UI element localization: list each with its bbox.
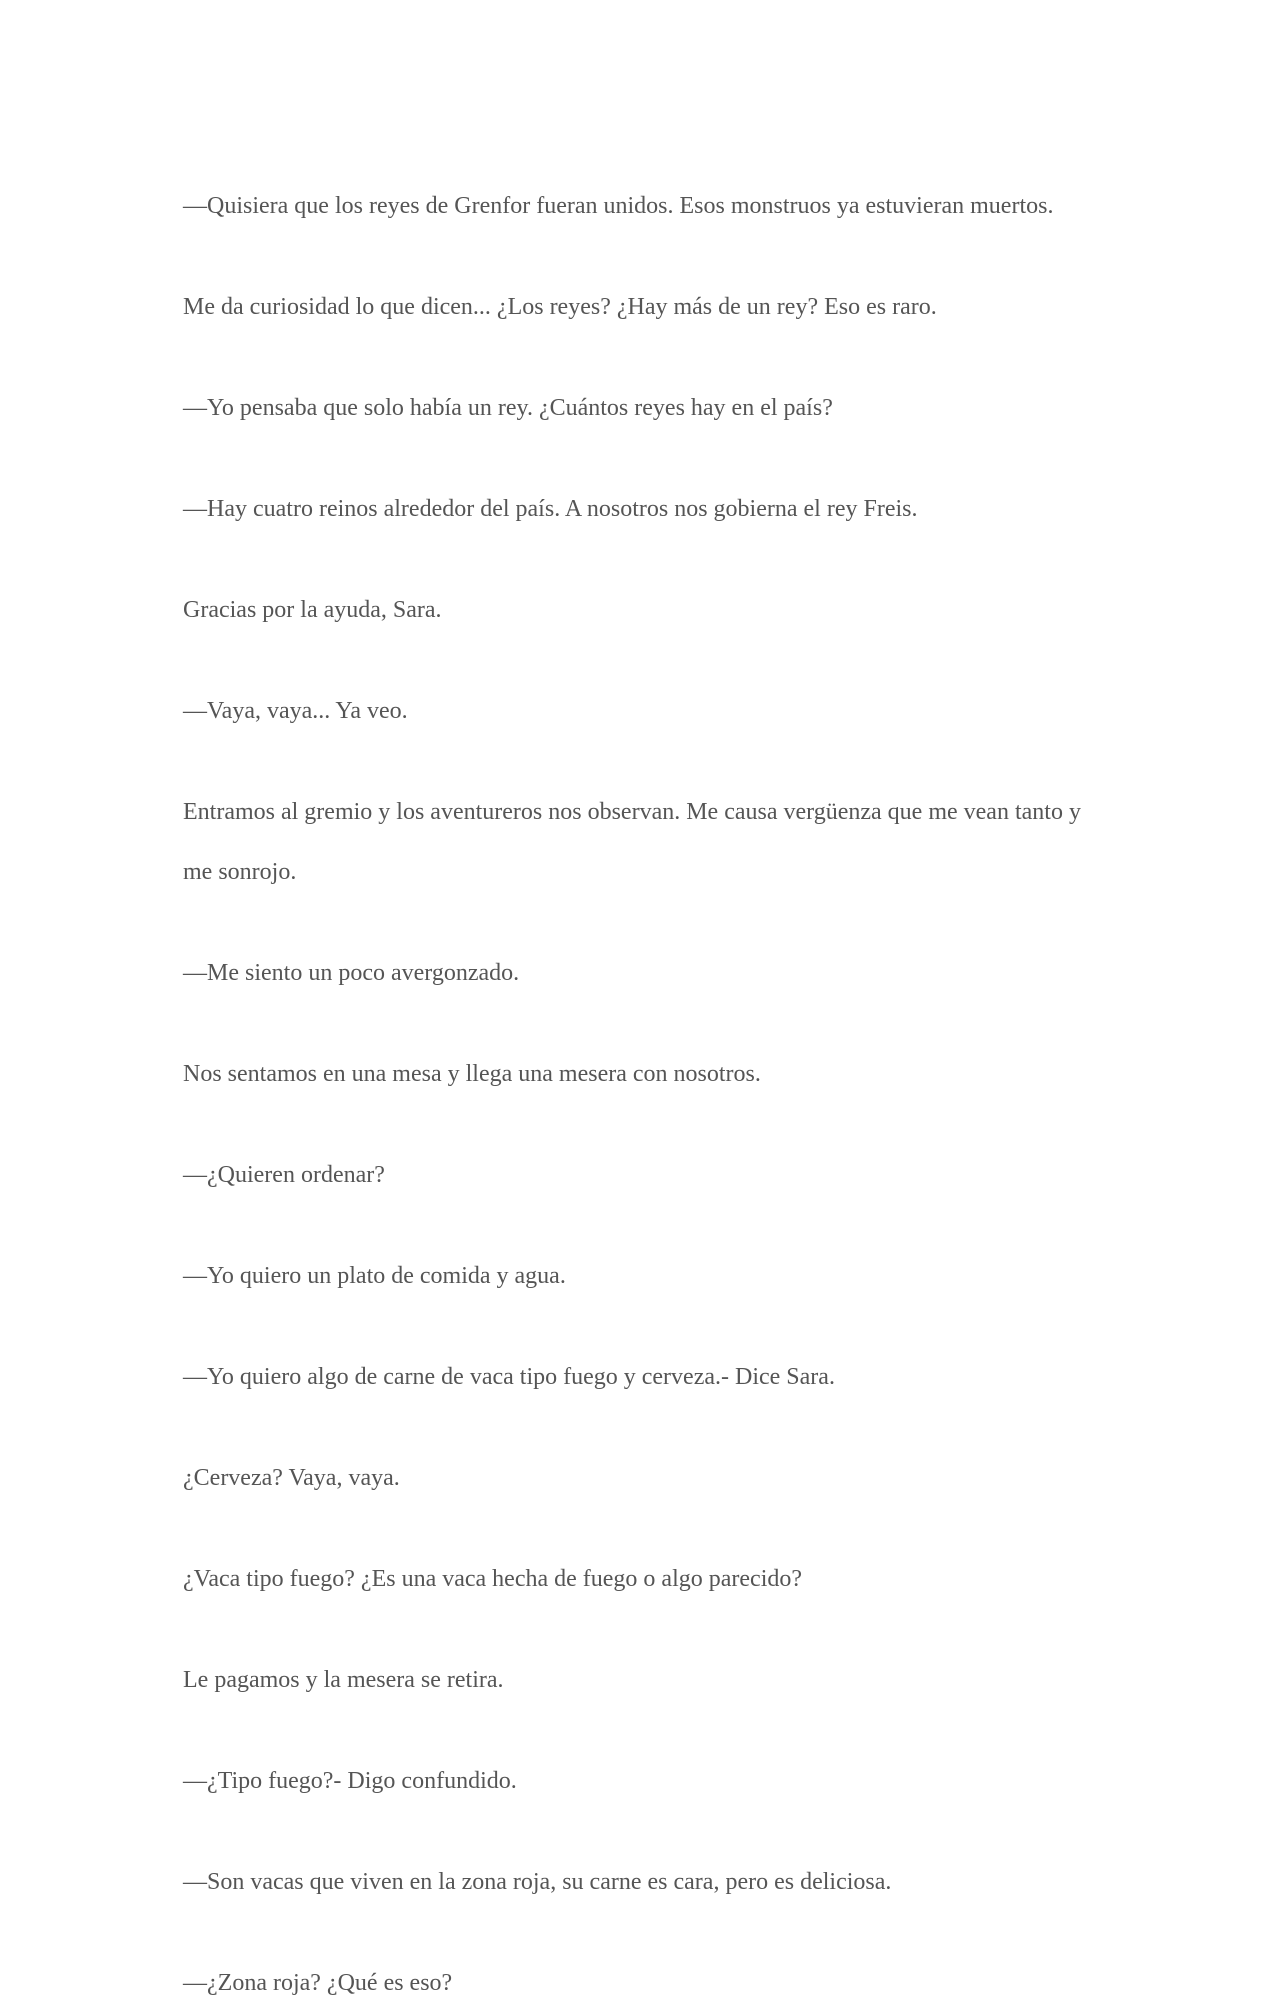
paragraph-17: —Son vacas que viven en la zona roja, su carne es cara, pero es deliciosa. [183,1869,892,1895]
paragraph-9: Nos sentamos en una mesa y llega una mesera con nosotros. [183,1061,761,1087]
paragraph-15: Le pagamos y la mesera se retira. [183,1667,504,1693]
paragraph-8: —Me siento un poco avergonzado. [183,960,520,986]
paragraph-5: Gracias por la ayuda, Sara. [183,597,442,623]
paragraph-7: Entramos al gremio y los aventureros nos observan. Me causa vergüenza que me vean tanto y me sonrojo. [183,799,1081,885]
paragraph-6: —Vaya, vaya... Ya veo. [183,698,408,724]
paragraph-1: —Quisiera que los reyes de Grenfor fueran unidos. Esos monstruos ya estuvieran muertos. [183,193,1054,219]
paragraph-12: —Yo quiero algo de carne de vaca tipo fuego y cerveza.- Dice Sara. [183,1364,835,1390]
paragraph-14: ¿Vaca tipo fuego? ¿Es una vaca hecha de fuego o algo parecido? [183,1566,803,1592]
paragraph-16: —¿Tipo fuego?- Digo confundido. [183,1768,517,1794]
paragraph-3: —Yo pensaba que solo había un rey. ¿Cuántos reyes hay en el país? [183,395,833,421]
paragraph-4: —Hay cuatro reinos alrededor del país. A nosotros nos gobierna el rey Freis. [183,496,918,522]
paragraph-10: —¿Quieren ordenar? [183,1162,385,1188]
document-body [183,176,1103,2013]
paragraph-11: —Yo quiero un plato de comida y agua. [183,1263,566,1289]
paragraph-18: —¿Zona roja? ¿Qué es eso? [183,1970,453,1996]
paragraph-2: Me da curiosidad lo que dicen... ¿Los reyes? ¿Hay más de un rey? Eso es raro. [183,294,937,320]
paragraph-13: ¿Cerveza? Vaya, vaya. [183,1465,400,1491]
